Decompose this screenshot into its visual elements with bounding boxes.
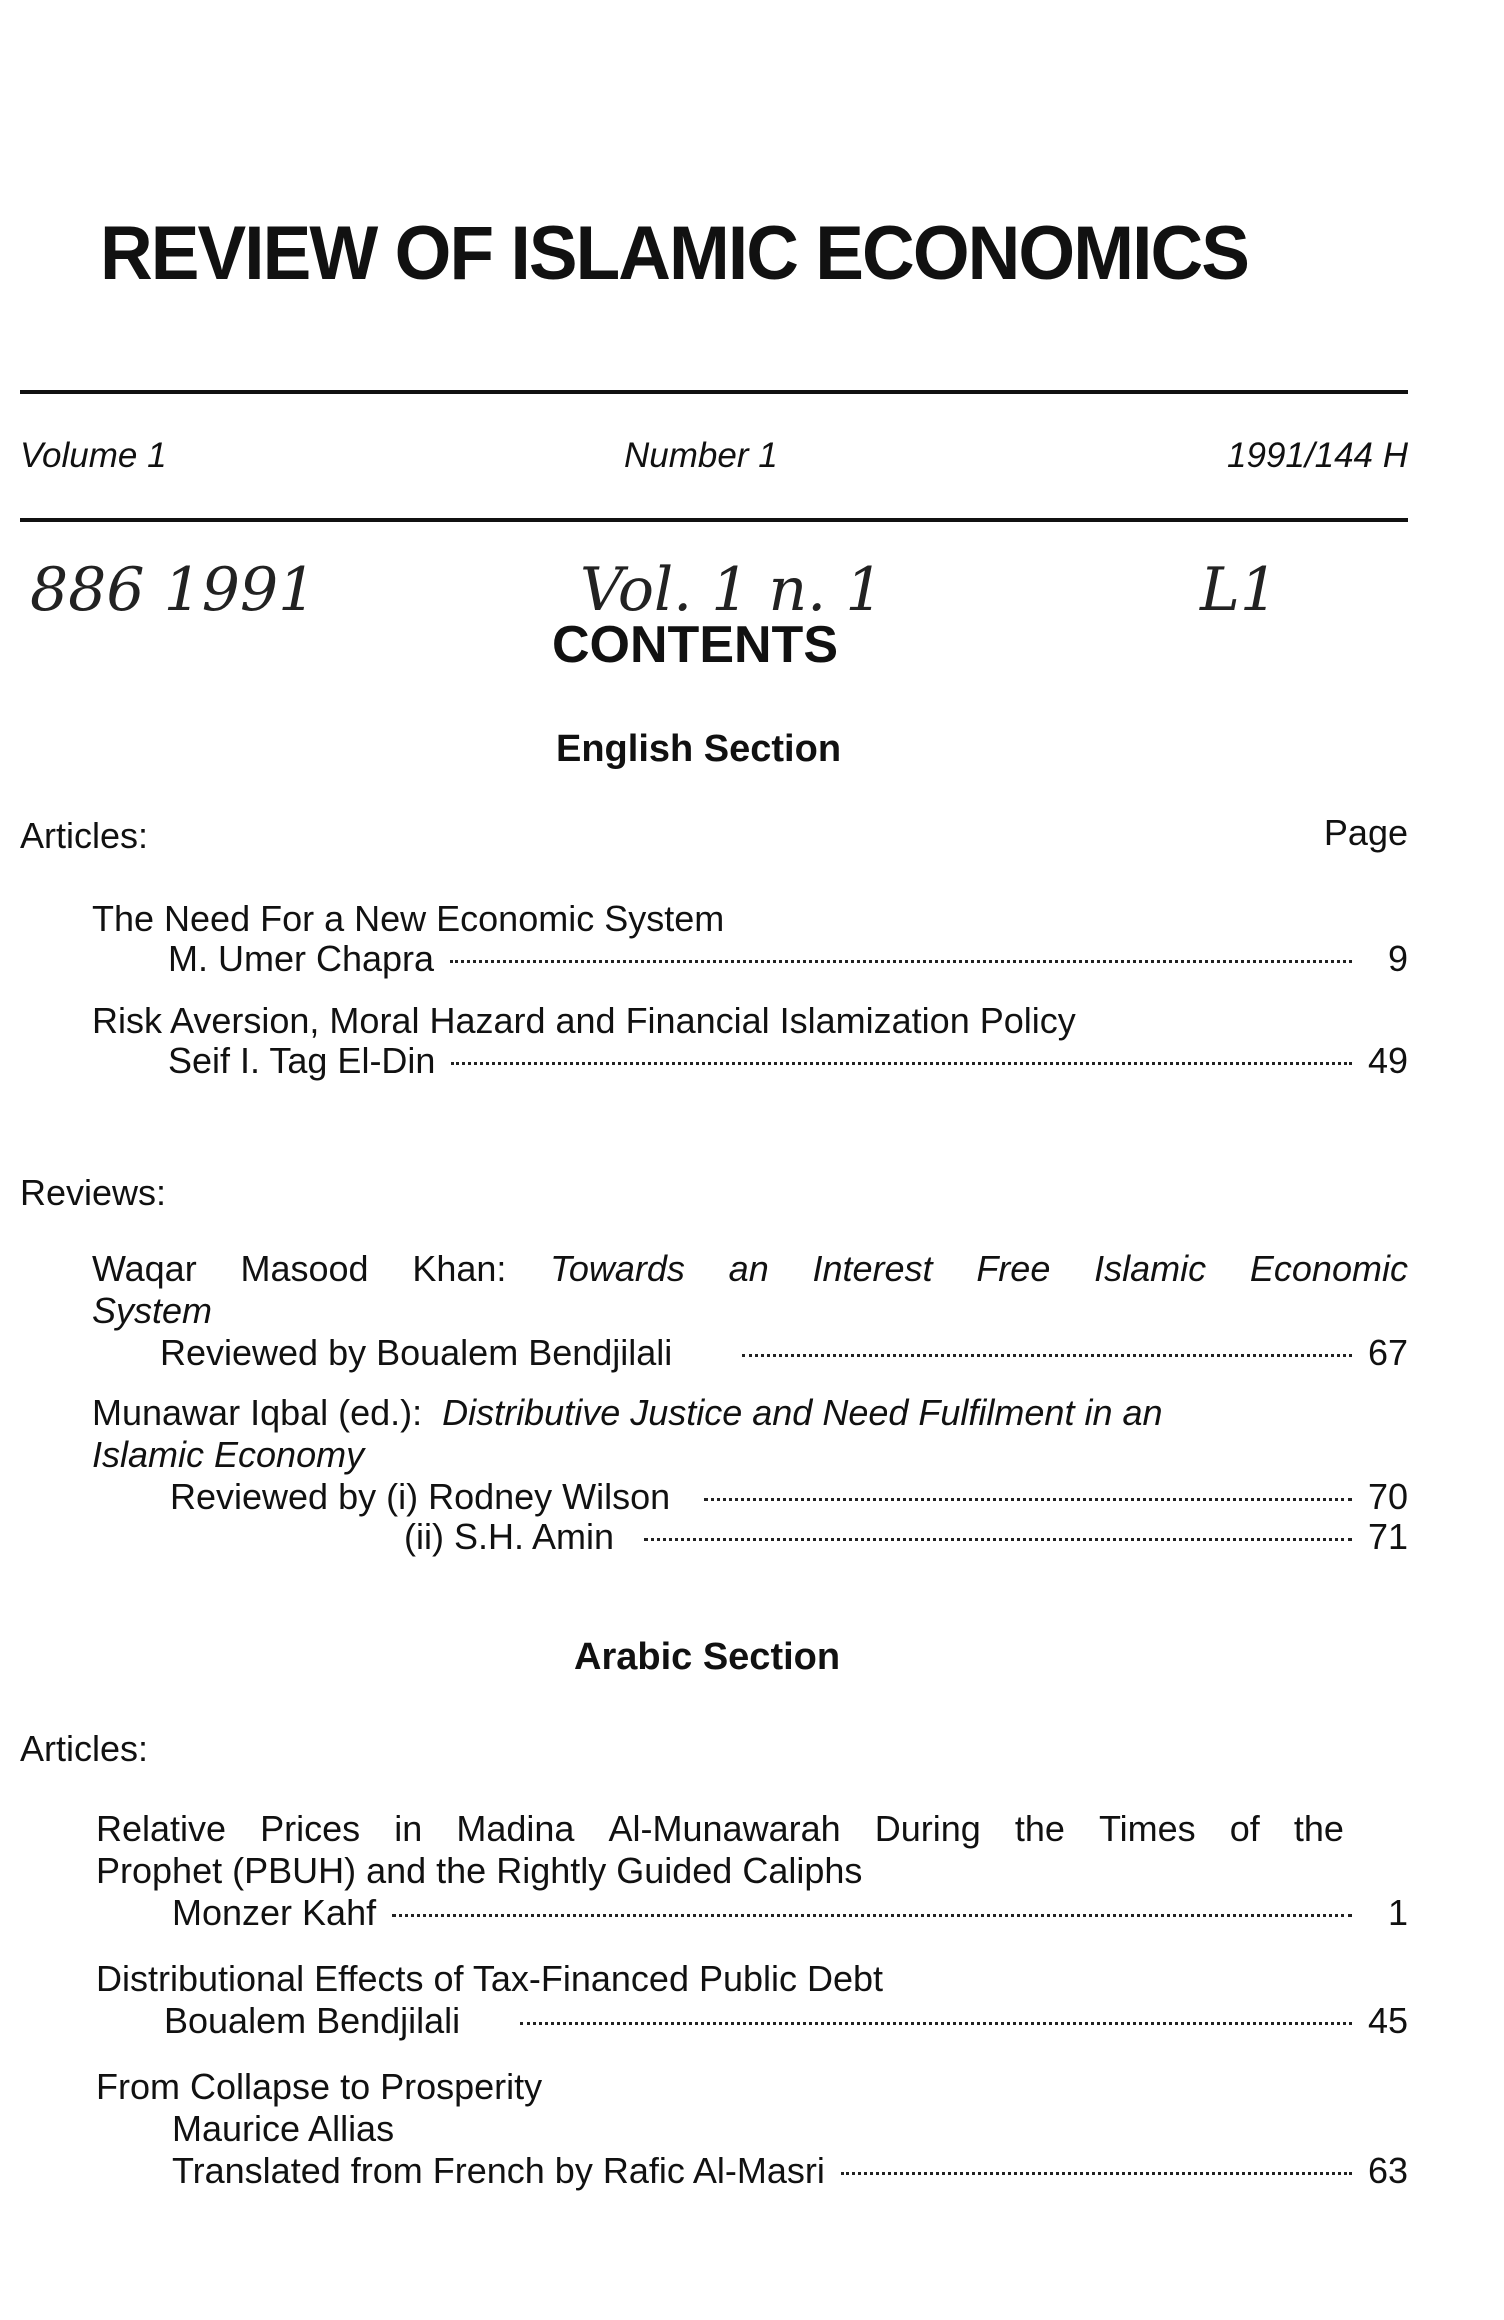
review-author-word: Khan:: [412, 1248, 507, 1289]
toc-entry: [160, 1332, 1408, 1374]
review-title-word: Economic: [1249, 1248, 1408, 1289]
article-title-word: the: [1293, 1808, 1344, 1849]
article-title: [96, 1808, 1344, 1850]
page-number: 45: [1367, 2000, 1408, 2041]
handwritten-volume-note: Vol. 1 n. 1: [580, 555, 884, 625]
review-title: Distributive Justice and Need Fulfilment in an: [442, 1392, 1163, 1433]
article-title: The Need For a New Economic System: [92, 898, 725, 939]
page-number: 70: [1367, 1476, 1408, 1517]
article-title-word: Madina: [456, 1808, 575, 1849]
toc-entry: [170, 1476, 1408, 1518]
review-author-word: Masood: [240, 1248, 369, 1289]
article-author: Maurice Allias: [172, 2108, 395, 2149]
article-translator: Translated from French by Rafic Al-Masri: [172, 2150, 825, 2191]
article-title: Risk Aversion, Moral Hazard and Financial Islamization Policy: [92, 1000, 1076, 1041]
dot-leader: [451, 1062, 1352, 1065]
article-title-word: Times: [1098, 1808, 1196, 1849]
review-author-word: Waqar: [92, 1248, 197, 1289]
article-title-word: Relative: [96, 1808, 227, 1849]
toc-entry: [404, 1516, 1408, 1558]
article-title-word: Al-Munawarah: [608, 1808, 841, 1849]
page-number: 9: [1387, 938, 1408, 979]
dot-leader: [704, 1498, 1352, 1501]
dot-leader: [392, 1914, 1352, 1917]
article-title: From Collapse to Prosperity: [96, 2066, 543, 2107]
reviewer: (ii) S.H. Amin: [404, 1516, 615, 1557]
dot-leader: [520, 2022, 1352, 2025]
review-title-word: Towards: [550, 1248, 685, 1289]
article-title-word: of: [1229, 1808, 1260, 1849]
review-title-word: Free: [976, 1248, 1051, 1289]
arabic-section-title: Arabic Section: [574, 1636, 841, 1678]
article-title-word: During: [874, 1808, 981, 1849]
page-number: 67: [1367, 1332, 1408, 1373]
article-title: Distributional Effects of Tax-Financed Public Debt: [96, 1958, 884, 1999]
bottom-rule: [20, 518, 1408, 522]
article-author: Monzer Kahf: [172, 1892, 377, 1933]
toc-entry: [172, 1892, 1408, 1934]
articles-label: Articles:: [20, 815, 149, 856]
number-label: Number 1: [624, 436, 778, 475]
dot-leader: [841, 2172, 1352, 2175]
review-author: Munawar Iqbal (ed.):: [92, 1392, 423, 1433]
reviewer: Reviewed by Boualem Bendjilali: [160, 1332, 673, 1373]
article-title-word: Prices: [260, 1808, 361, 1849]
page-number: 1: [1387, 1892, 1408, 1933]
toc-entry: [172, 2150, 1408, 2192]
article-title-word: the: [1014, 1808, 1065, 1849]
toc-entry: [168, 938, 1408, 980]
toc-entry: [168, 1040, 1408, 1082]
page-number: 63: [1367, 2150, 1408, 2191]
page-column-label: Page: [1323, 812, 1408, 853]
toc-entry: [164, 2000, 1408, 2042]
article-title-cont: Prophet (PBUH) and the Rightly Guided Caliphs: [96, 1850, 863, 1891]
year-label: 1991/144 H: [1227, 436, 1408, 475]
reviews-label: Reviews:: [20, 1172, 167, 1213]
page-number: 49: [1367, 1040, 1408, 1081]
review-title-word: Interest: [812, 1248, 933, 1289]
dot-leader: [644, 1538, 1352, 1541]
article-author: Seif I. Tag El-Din: [168, 1040, 436, 1081]
review-title-word: Islamic: [1094, 1248, 1207, 1289]
article-author: M. Umer Chapra: [168, 938, 435, 979]
review-heading: [92, 1392, 1163, 1434]
journal-title: REVIEW OF ISLAMIC ECONOMICS: [100, 211, 1248, 296]
handwritten-call-number: 886 1991: [30, 555, 317, 625]
contents-title: CONTENTS: [552, 616, 838, 674]
article-author: Boualem Bendjilali: [164, 2000, 461, 2041]
reviewer: Reviewed by (i) Rodney Wilson: [170, 1476, 671, 1517]
review-heading: [92, 1248, 1408, 1290]
english-section-title: English Section: [556, 728, 842, 770]
top-rule: [20, 390, 1408, 394]
articles-label: Articles:: [20, 1728, 149, 1769]
handwritten-location-mark: L1: [1200, 555, 1279, 625]
volume-label: Volume 1: [20, 436, 167, 475]
review-title-cont: Islamic Economy: [92, 1434, 365, 1475]
dot-leader: [742, 1354, 1352, 1357]
page-number: 71: [1367, 1516, 1408, 1557]
review-title-word: an: [728, 1248, 769, 1289]
dot-leader: [450, 960, 1352, 963]
article-title-word: in: [394, 1808, 423, 1849]
review-title-cont: System: [92, 1290, 213, 1331]
